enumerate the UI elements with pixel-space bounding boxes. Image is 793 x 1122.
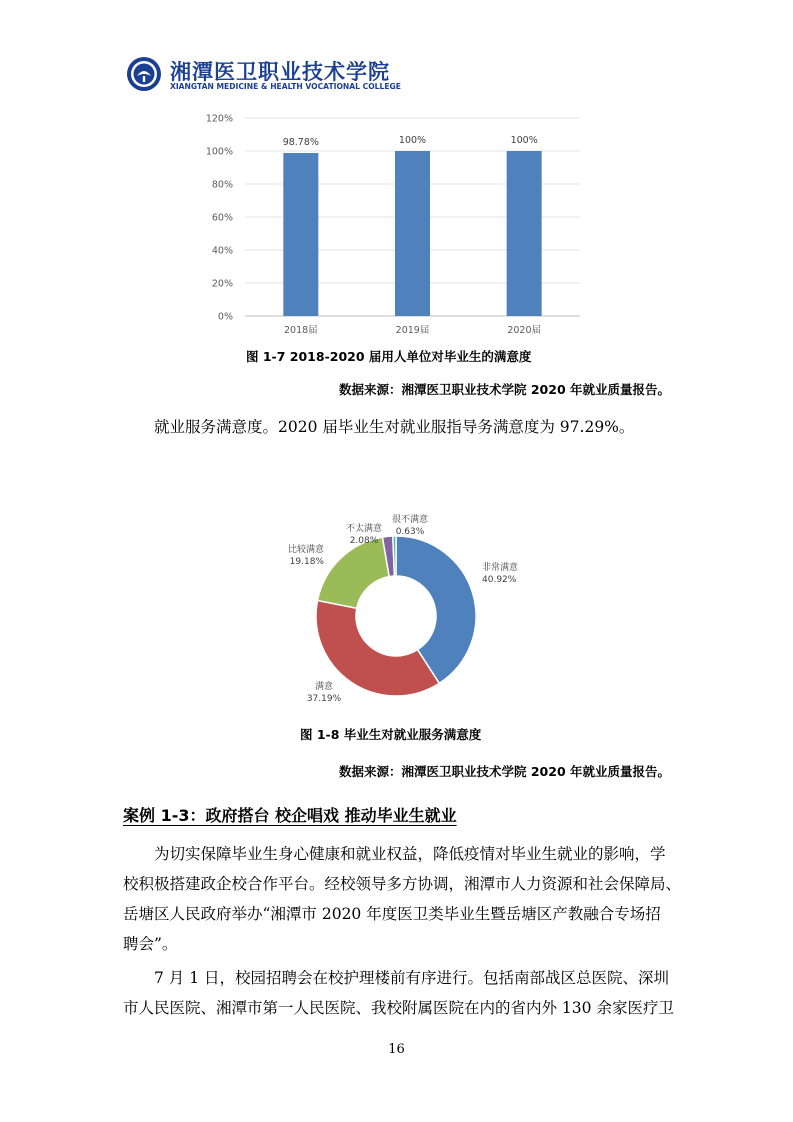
x-tick-label: 2020届 xyxy=(507,325,542,336)
figure2-source: 数据来源：湘潭医卫职业技术学院 2020 年就业质量报告。 xyxy=(339,764,670,779)
bar-chart xyxy=(200,108,590,342)
x-tick-label: 2018届 xyxy=(283,325,318,336)
bar-data-label: 100% xyxy=(398,135,427,146)
figure1-source: 数据来源：湘潭医卫职业技术学院 2020 年就业质量报告。 xyxy=(339,382,670,397)
slice-value-label: 37.19% xyxy=(306,694,342,704)
y-tick-label: 100% xyxy=(205,146,233,158)
slice-label: 很不满意 xyxy=(391,515,429,525)
slice-value-label: 0.63% xyxy=(395,527,425,537)
slice-label: 不太满意 xyxy=(345,524,383,534)
y-tick-label: 0% xyxy=(217,311,233,323)
satisfaction-paragraph: 就业服务满意度。2020 届毕业生对就业服指导务满意度为 97.29%。 xyxy=(154,418,635,436)
figure2-caption: 图 1-8 毕业生对就业服务满意度 xyxy=(300,727,482,742)
slice-value-label: 2.08% xyxy=(349,536,379,546)
paragraph-line: 校积极搭建政企校合作平台。经校领导多方协调，湘潭市人力资源和社会保障局、 xyxy=(123,875,682,893)
paragraph-line: 聘会”。 xyxy=(123,935,178,953)
paragraph-line: 7 月 1 日，校园招聘会在校护理楼前有序进行。包括南部战区总医院、深圳 xyxy=(154,969,670,987)
page-number: 16 xyxy=(388,1042,405,1057)
school-name-en: XIANGTAN MEDICINE & HEALTH VOCATIONAL COLLEGE xyxy=(170,82,401,91)
case-paragraph-1 xyxy=(123,839,682,959)
figure1-caption: 图 1-7 2018-2020 届用人单位对毕业生的满意度 xyxy=(246,349,532,364)
school-emblem-icon xyxy=(126,56,162,92)
bar-data-label: 100% xyxy=(510,135,538,146)
slice-value-label: 40.92% xyxy=(482,575,517,585)
school-name-cn: 湘潭医卫职业技术学院 xyxy=(170,60,390,84)
slice-label: 比较满意 xyxy=(287,545,324,555)
bar-2018届 xyxy=(283,153,318,316)
slice-比较满意 xyxy=(318,537,390,608)
case-paragraph-2 xyxy=(123,963,674,1023)
y-tick-label: 80% xyxy=(211,179,233,191)
bar-2019届 xyxy=(395,151,430,316)
slice-label: 非常满意 xyxy=(482,563,519,573)
x-tick-label: 2019届 xyxy=(395,325,430,336)
bar-data-label: 98.78% xyxy=(282,137,319,149)
paragraph-line: 为切实保障毕业生身心健康和就业权益，降低疫情对毕业生就业的影响，学 xyxy=(154,845,666,863)
paragraph-line: 岳塘区人民政府举办“湘潭市 2020 年度医卫类毕业生暨岳塘区产教融合专场招 xyxy=(123,905,661,923)
y-tick-label: 120% xyxy=(205,113,233,125)
slice-label: 满意 xyxy=(314,682,334,692)
slice-value-label: 19.18% xyxy=(289,557,324,567)
y-tick-label: 40% xyxy=(211,245,233,257)
case-title: 案例 1-3：政府搭台 校企唱戏 推动毕业生就业 xyxy=(123,806,457,825)
y-tick-label: 60% xyxy=(211,212,233,224)
donut-chart xyxy=(280,506,520,706)
y-tick-label: 20% xyxy=(211,278,233,290)
bar-2020届 xyxy=(507,151,542,316)
paragraph-line: 市人民医院、湘潭市第一人民医院、我校附属医院在内的省内外 130 余家医疗卫 xyxy=(123,999,674,1017)
